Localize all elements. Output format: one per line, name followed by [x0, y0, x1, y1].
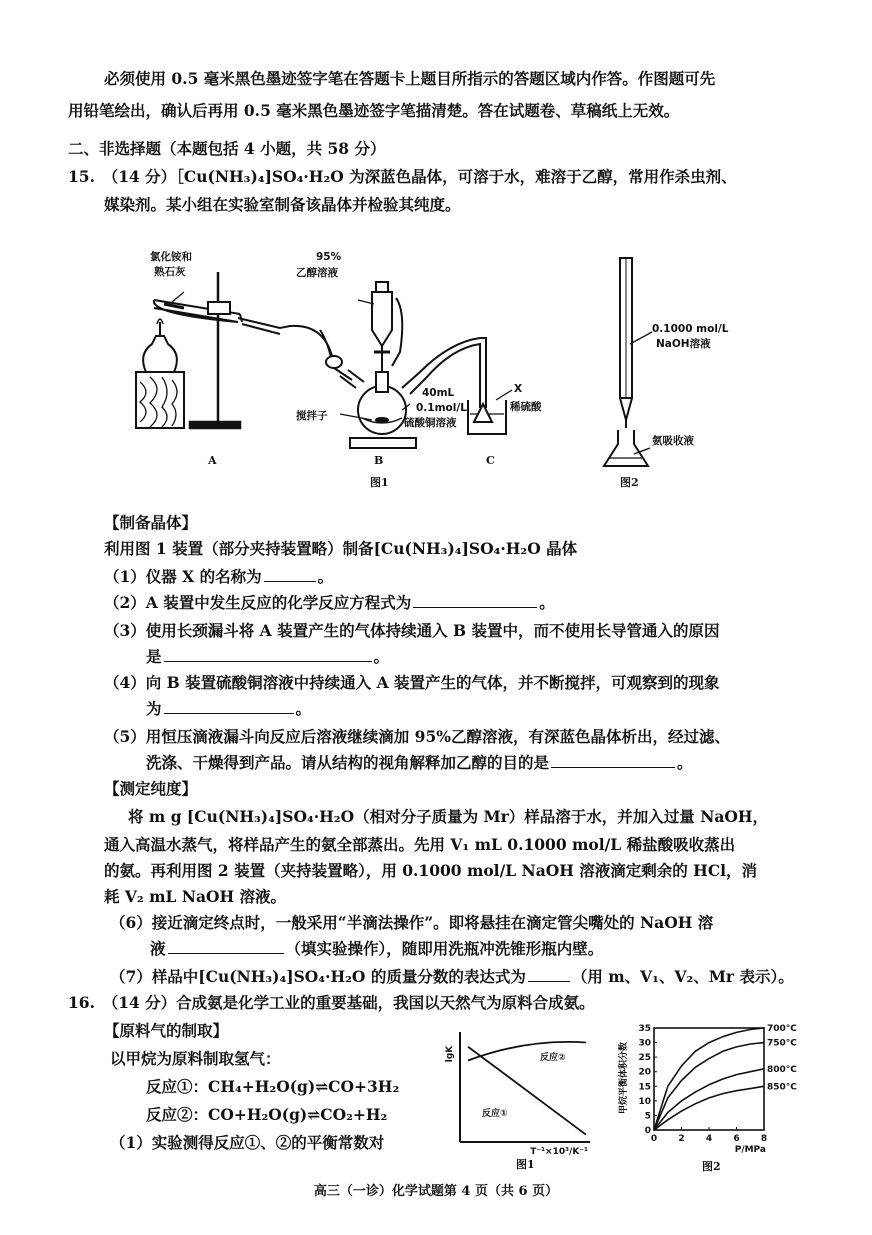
- alcohol-lamp: [136, 319, 184, 428]
- apparatus-figure-1: [120, 232, 560, 492]
- answer-blank-3[interactable]: [164, 647, 372, 662]
- figure-1-caption: 图1: [370, 476, 389, 489]
- section-title: 二、非选择题（本题包括 4 小题，共 58 分）: [68, 139, 386, 158]
- chart1-caption: 图1: [516, 1158, 535, 1171]
- chart2-y-tick-label: 0: [644, 1126, 651, 1136]
- purity-title: 【测定纯度】: [104, 779, 198, 798]
- purity-p1: 将 m g [Cu(NH₃)₄]SO₄·H₂O（相对分子质量为 Mr）样品溶于水，并加入过量 NaOH，: [128, 807, 769, 826]
- acid-label: 稀硫酸: [510, 401, 542, 413]
- naoh-conc-label: 0.1000 mol/L: [652, 323, 729, 335]
- methane-fraction-chart: [618, 1018, 808, 1174]
- purity-p4: 耗 V₂ mL NaOH 溶液。: [104, 887, 287, 906]
- ethanol-pct-label: 95%: [316, 251, 342, 263]
- chart2-x-tick-label: 4: [705, 1134, 713, 1144]
- chart2-series-line-1: [654, 1028, 764, 1130]
- q15-4a: （4）向 B 装置硫酸铜溶液中持续通入 A 装置产生的气体，并不断搅拌，可观察到的现象: [104, 673, 720, 692]
- q15-header: 15. （14 分）［Cu(NH₃)₄]SO₄·H₂O 为深蓝色晶体，可溶于水，难溶于乙醇，常用作杀虫剂、: [68, 167, 737, 186]
- chart2-series-label-4: 850°C: [767, 1082, 797, 1093]
- instruction-line-2: 用铅笔绘出，确认后再用 0.5 毫米黑色墨迹签字笔描清楚。答在试题卷、草稿纸上无效。: [68, 101, 680, 120]
- iron-stand: [190, 272, 240, 428]
- beaker-c: [468, 390, 512, 434]
- chart2-ylabel: 甲烷平衡体积分数: [619, 1041, 629, 1115]
- chart2-y-tick-label: 20: [638, 1067, 651, 1078]
- chart2-series-label-1: 700°C: [767, 1024, 797, 1034]
- purity-p2: 通入高温水蒸气，将样品产生的氨全部蒸出。先用 V₁ mL 0.1000 mol/L 稀盐酸吸收蒸出: [104, 835, 736, 854]
- figure-2-caption: 图2: [620, 476, 639, 489]
- instruction-line-1: 必须使用 0.5 毫米黑色墨迹签字笔在答题卡上题目所指示的答题区域内作答。作图题可先: [104, 69, 716, 88]
- q16-1: （1）实验测得反应①、②的平衡常数对: [110, 1133, 385, 1152]
- chart2-x-tick-label: 0: [650, 1134, 658, 1144]
- naoh-label: NaOH溶液: [656, 338, 711, 350]
- answer-blank-7[interactable]: [528, 967, 570, 982]
- chart2-series-line-4: [654, 1086, 764, 1130]
- chart2-y-tick-label: 15: [638, 1082, 651, 1093]
- x-label: X: [514, 383, 523, 395]
- label-a: A: [208, 454, 217, 467]
- chart2-caption: 图2: [702, 1160, 721, 1173]
- chart2-series-line-2: [654, 1043, 764, 1130]
- q15-5b: 洗涤、干燥得到产品。请从结构的视角解释加乙醇的目的是 。: [146, 753, 693, 772]
- reagent-label-2: 熟石灰: [154, 266, 186, 278]
- q15-3b: 是 。: [146, 647, 390, 666]
- burette: [620, 258, 632, 428]
- q15-1: （1）仪器 X 的名称为 。: [104, 567, 334, 586]
- label-c: C: [486, 454, 495, 467]
- chart2-x-tick-label: 2: [678, 1134, 685, 1144]
- chart2-y-tick-label: 10: [638, 1096, 651, 1107]
- chart2-y-tick-label: 35: [638, 1024, 651, 1034]
- answer-blank-4[interactable]: [164, 699, 294, 714]
- chart2-y-tick-label: 5: [644, 1111, 651, 1122]
- answer-blank-2[interactable]: [413, 593, 537, 608]
- answer-blank-6[interactable]: [168, 939, 284, 954]
- chart1-series-line-1: [468, 1042, 586, 1061]
- lgk-chart: [440, 1024, 600, 1174]
- prep-title: 【制备晶体】: [104, 513, 198, 532]
- q15-6a: （6）接近滴定终点时，一般采用“半滴法操作”。即将悬挂在滴定管尖嘴处的 NaOH 溶: [110, 913, 714, 932]
- q15-6b: 液 （填实验操作），随即用洗瓶冲洗锥形瓶内壁。: [150, 939, 604, 958]
- q15-4b: 为 。: [146, 699, 312, 718]
- q15-5a: （5）用恒压滴液漏斗向反应后溶液继续滴加 95%乙醇溶液，有深蓝色晶体析出，经过滤、: [104, 727, 730, 746]
- chart1-series-line-2: [468, 1047, 586, 1135]
- titration-figure-2: [590, 248, 740, 488]
- page-footer: 高三（一诊）化学试题第 4 页（共 6 页）: [313, 1184, 559, 1199]
- volume-label: 40mL: [422, 387, 455, 399]
- purity-p3: 的氨。再利用图 2 装置（夹持装置略），用 0.1000 mol/L NaOH 溶液滴定剩余的 HCl，消: [104, 861, 758, 880]
- reagent-label: 氯化铵和: [150, 251, 192, 263]
- chart1-series-label-2: 反应②: [540, 1053, 566, 1063]
- chart2-xlabel: P/MPa: [734, 1145, 766, 1155]
- ethanol-label: 乙醇溶液: [296, 267, 338, 279]
- reaction-1: 反应①：CH₄+H₂O(g)⇌CO+3H₂: [146, 1077, 400, 1096]
- chart2-x-tick-label: 6: [733, 1134, 740, 1144]
- raw-title: 【原料气的制取】: [104, 1021, 229, 1040]
- q16-intro: 以甲烷为原料制取氢气：: [110, 1049, 281, 1068]
- dropping-funnel: [372, 282, 402, 372]
- chart1-ylabel: lgK: [445, 1045, 455, 1063]
- chart1-series-label-1: 反应①: [482, 1109, 508, 1119]
- answer-blank-5[interactable]: [551, 753, 675, 768]
- q16-header: 16. （14 分）合成氨是化学工业的重要基础，我国以天然气为原料合成氨。: [68, 993, 595, 1012]
- q15-2: （2）A 装置中发生反应的化学反应方程式为 。: [104, 593, 555, 612]
- label-b: B: [374, 454, 384, 467]
- solution-label: 硫酸铜溶液: [404, 417, 457, 429]
- prep-intro: 利用图 1 装置（部分夹持装置略）制备[Cu(NH₃)₄]SO₄·H₂O 晶体: [104, 539, 578, 558]
- chart2-x-tick-label: 8: [760, 1134, 768, 1144]
- stirrer-label: 搅拌子: [296, 410, 328, 422]
- chart2-series-line-3: [654, 1069, 764, 1130]
- chart2-y-tick-label: 25: [638, 1053, 651, 1064]
- q15-header-2: 媒染剂。某小组在实验室制备该晶体并检验其纯度。: [104, 195, 461, 214]
- conc-label: 0.1mol/L: [416, 402, 467, 414]
- q15-3a: （3）使用长颈漏斗将 A 装置产生的气体持续通入 B 装置中，而不使用长导管通入的原因: [104, 621, 720, 640]
- absorb-label: 氨吸收液: [652, 435, 694, 447]
- three-neck-flask: [326, 356, 426, 448]
- chart1-xlabel: T⁻¹×10³/K⁻¹: [530, 1147, 588, 1157]
- reaction-2: 反应②：CO+H₂O(g)⇌CO₂+H₂: [146, 1105, 388, 1124]
- q15-7: （7）样品中[Cu(NH₃)₄]SO₄·H₂O 的质量分数的表达式为 （用 m、V₁、V₂、Mr 表示）。: [110, 967, 794, 986]
- chart2-series-label-2: 750°C: [767, 1038, 797, 1049]
- chart2-series-label-3: 800°C: [767, 1064, 797, 1075]
- answer-blank-1[interactable]: [264, 567, 316, 582]
- chart2-y-tick-label: 30: [638, 1038, 651, 1049]
- conical-flask: [604, 430, 648, 466]
- test-tube: [154, 300, 334, 362]
